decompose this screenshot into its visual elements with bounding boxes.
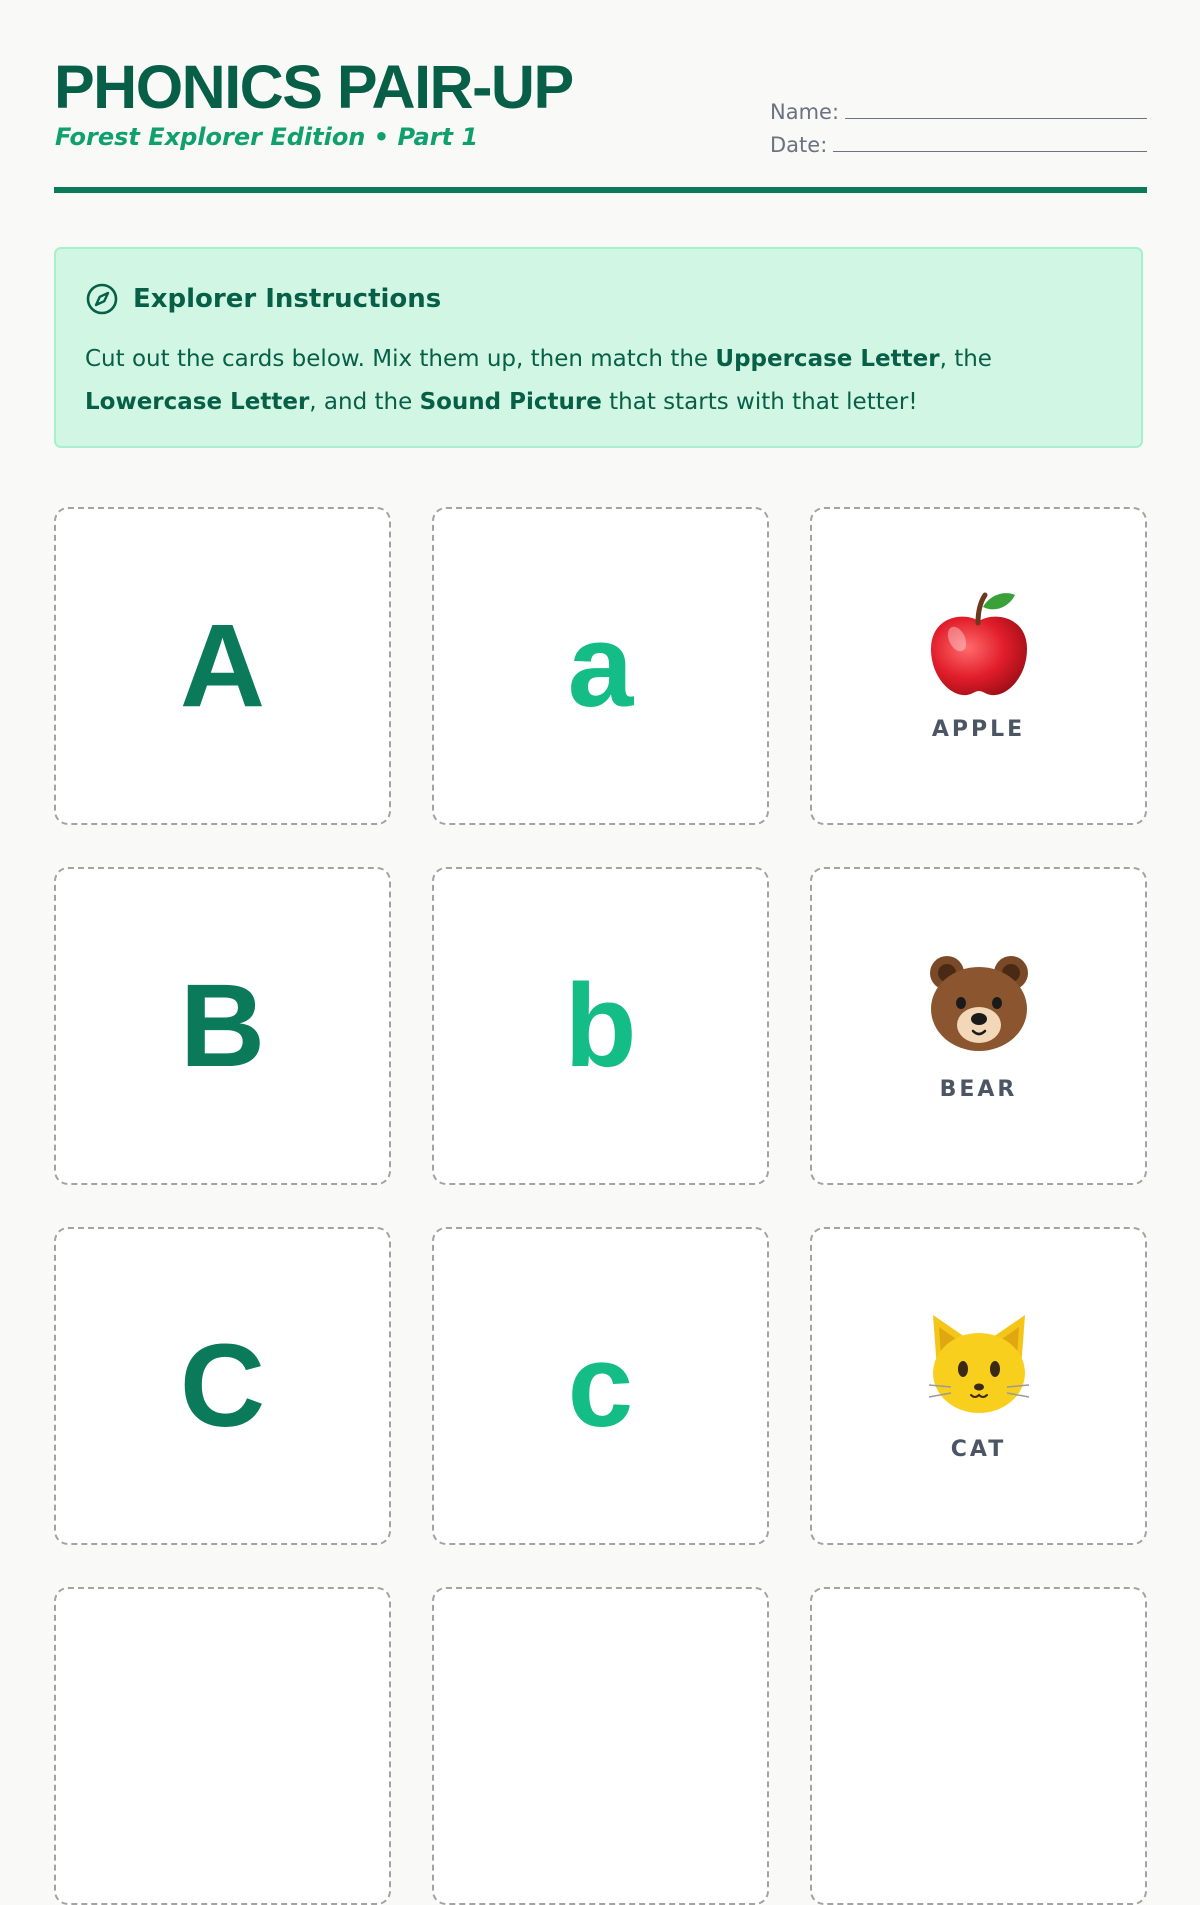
instructions-text-part: , the <box>939 346 992 372</box>
compass-icon <box>85 282 119 316</box>
lowercase-letter: b <box>564 960 637 1092</box>
instructions-bold-sound-picture: Sound Picture <box>419 389 602 415</box>
lowercase-card <box>432 1227 769 1545</box>
lowercase-card <box>432 867 769 1185</box>
name-label: Name: <box>770 100 840 124</box>
instructions-title: Explorer Instructions <box>133 284 442 314</box>
instructions-text-part: , and the <box>309 389 420 415</box>
lowercase-letter: a <box>567 600 634 732</box>
bear-icon <box>923 947 1035 1059</box>
instructions-box <box>54 247 1143 448</box>
lowercase-letter: c <box>567 1320 634 1452</box>
date-line <box>833 151 1147 152</box>
uppercase-card <box>54 1227 391 1545</box>
date-label: Date: <box>770 133 828 157</box>
instructions-text <box>85 338 1115 424</box>
date-row <box>770 127 1147 157</box>
uppercase-card <box>54 1587 391 1905</box>
worksheet-header <box>54 50 1147 192</box>
picture-label: CAT <box>950 1436 1007 1462</box>
header-divider <box>54 187 1147 193</box>
lowercase-card <box>432 507 769 825</box>
name-line <box>845 118 1147 119</box>
instructions-text-part: that starts with that letter! <box>601 389 918 415</box>
page-subtitle: Forest Explorer Edition • Part 1 <box>55 123 479 151</box>
instructions-heading <box>85 282 441 316</box>
uppercase-card <box>54 867 391 1185</box>
name-row <box>770 94 1147 124</box>
uppercase-letter: C <box>179 1320 266 1452</box>
picture-label: APPLE <box>931 716 1026 742</box>
page-title: PHONICS PAIR-UP <box>54 53 573 121</box>
picture-content <box>923 587 1035 742</box>
uppercase-card <box>54 507 391 825</box>
apple-icon <box>923 587 1035 699</box>
picture-card <box>810 1587 1147 1905</box>
picture-content <box>923 947 1035 1102</box>
picture-card <box>810 867 1147 1185</box>
instructions-bold-lowercase: Lowercase Letter <box>85 389 310 415</box>
picture-label: BEAR <box>939 1076 1018 1102</box>
uppercase-letter: B <box>179 960 266 1092</box>
picture-content <box>923 1307 1035 1462</box>
instructions-bold-uppercase: Uppercase Letter <box>715 346 940 372</box>
picture-card <box>810 507 1147 825</box>
student-info <box>770 94 1147 160</box>
picture-card <box>810 1227 1147 1545</box>
instructions-text-part: Cut out the cards below. Mix them up, then match the <box>85 346 716 372</box>
lowercase-card <box>432 1587 769 1905</box>
cat-icon <box>923 1307 1035 1419</box>
uppercase-letter: A <box>179 600 266 732</box>
